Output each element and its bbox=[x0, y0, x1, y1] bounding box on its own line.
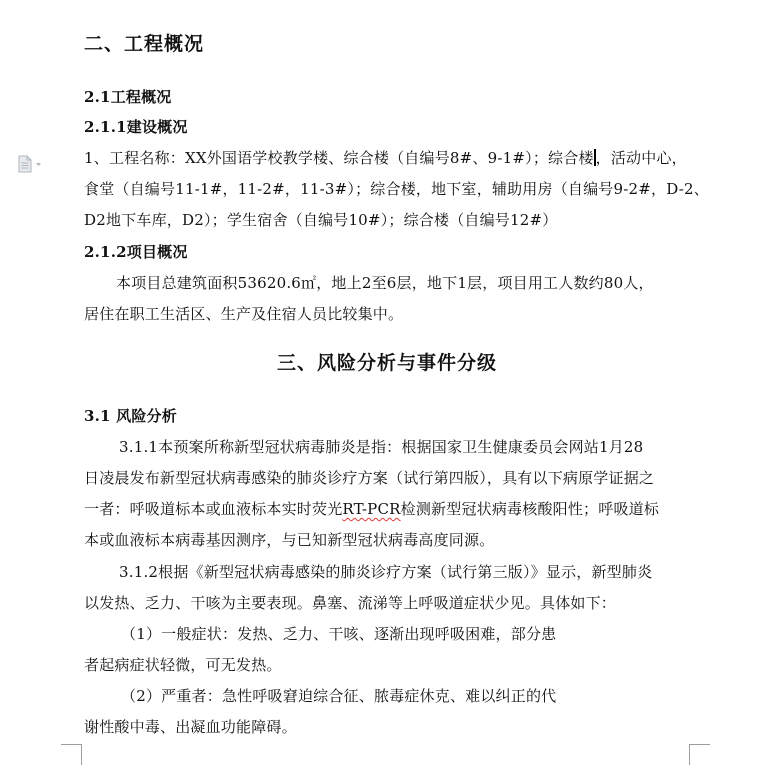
paragraph-line: 日凌晨发布新型冠状病毒感染的肺炎诊疗方案（试行第四版），具有以下病原学证据之 bbox=[84, 469, 655, 487]
section-heading: 三、风险分析与事件分级 bbox=[277, 352, 498, 374]
subsection-heading: 3.1 风险分析 bbox=[84, 407, 177, 425]
paragraph-line: 食堂（自编号11-1#，11-2#，11-3#）；综合楼，地下室，辅助用房（自编号9-2#，D-2、 bbox=[84, 180, 709, 198]
page-corner-mark-right bbox=[689, 744, 710, 765]
paragraph-line bbox=[84, 499, 659, 519]
paragraph-line: D2地下车库，D2）；学生宿舍（自编号10#）；综合楼（自编号12#） bbox=[84, 211, 558, 229]
text-run: 1、工程名称：XX外国语学校教学楼、综合楼（自编号8#、9-1#）；综合楼 bbox=[84, 149, 594, 167]
paragraph-line: （2）严重者：急性呼吸窘迫综合征、脓毒症休克、难以纠正的代 bbox=[121, 687, 557, 705]
paragraph-line: 3.1.2根据《新型冠状病毒感染的肺炎诊疗方案（试行第三版）》显示，新型肺炎 bbox=[119, 563, 653, 581]
subsection-heading: 2.1.1建设概况 bbox=[84, 118, 188, 136]
section-heading: 二、工程概况 bbox=[84, 33, 205, 55]
paragraph-line: （1）一般症状：发热、乏力、干咳、逐渐出现呼吸困难，部分患 bbox=[121, 625, 557, 643]
page-corner-mark-left bbox=[61, 744, 82, 765]
text-run: 一者：呼吸道标本或血液标本实时荧光 bbox=[84, 500, 343, 518]
subsection-heading: 2.1工程概况 bbox=[84, 88, 172, 106]
paragraph-line: 者起病症状轻微，可无发热。 bbox=[84, 656, 282, 674]
text-run: 检测新型冠状病毒核酸阳性；呼吸道标 bbox=[400, 500, 660, 518]
paragraph-line: 3.1.1本预案所称新型冠状病毒肺炎是指：根据国家卫生健康委员会网站1月28 bbox=[119, 438, 644, 456]
document-dropdown-icon[interactable] bbox=[17, 155, 43, 173]
paragraph-line: 本或血液标本病毒基因测序，与已知新型冠状病毒高度同源。 bbox=[84, 531, 495, 549]
paragraph-line bbox=[84, 148, 687, 168]
spellcheck-flagged-word[interactable]: RT-PCR bbox=[342, 500, 401, 518]
subsection-heading: 2.1.2项目概况 bbox=[84, 243, 188, 261]
paragraph-line: 以发热、乏力、干咳为主要表现。鼻塞、流涕等上呼吸道症状少见。具体如下： bbox=[84, 594, 617, 612]
paragraph-line: 谢性酸中毒、出凝血功能障碍。 bbox=[84, 718, 297, 736]
paragraph-line: 本项目总建筑面积53620.6㎡，地上2至6层，地下1层，项目用工人数约80人， bbox=[116, 274, 654, 292]
paragraph-line: 居住在职工生活区、生产及住宿人员比较集中。 bbox=[84, 305, 404, 323]
text-run: ，活动中心， bbox=[595, 149, 687, 167]
